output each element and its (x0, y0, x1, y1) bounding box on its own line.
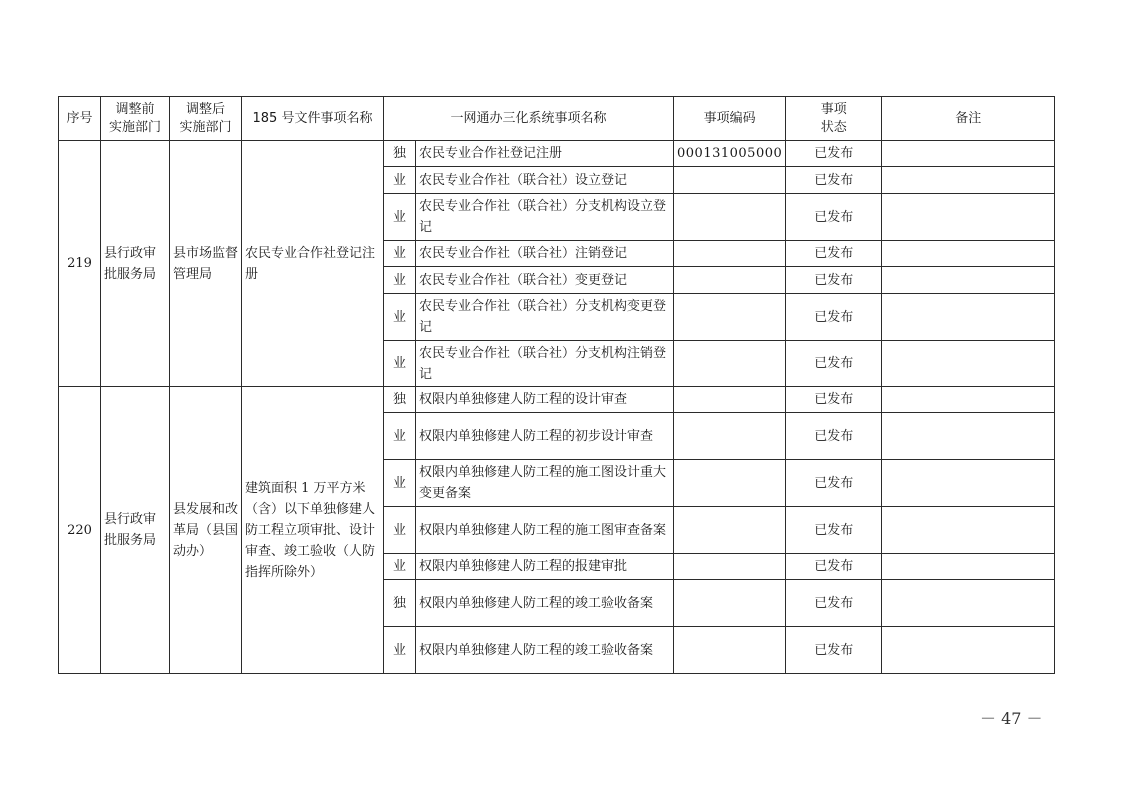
status-cell: 已发布 (786, 413, 882, 460)
type-cell: 业 (384, 194, 416, 241)
seq-cell: 220 (59, 387, 101, 674)
status-cell: 已发布 (786, 167, 882, 194)
remark-cell (882, 413, 1055, 460)
type-cell: 业 (384, 267, 416, 294)
system-name-cell: 农民专业合作社登记注册 (416, 141, 674, 167)
table-row (59, 141, 1055, 167)
before-dept-cell: 县行政审批服务局 (101, 141, 170, 387)
code-cell (674, 554, 786, 580)
code-cell (674, 507, 786, 554)
remark-cell (882, 194, 1055, 241)
system-name-cell: 农民专业合作社（联合社）分支机构变更登记 (416, 294, 674, 341)
code-cell (674, 460, 786, 507)
code-cell (674, 294, 786, 341)
type-cell: 业 (384, 460, 416, 507)
status-cell: 已发布 (786, 141, 882, 167)
system-name-cell: 农民专业合作社（联合社）变更登记 (416, 267, 674, 294)
status-cell: 已发布 (786, 460, 882, 507)
type-cell: 业 (384, 241, 416, 267)
matters-table (58, 96, 1055, 674)
after-dept-cell: 县市场监督管理局 (170, 141, 242, 387)
after-dept-cell: 县发展和改革局（县国动办） (170, 387, 242, 674)
header-before-dept: 调整前 实施部门 (101, 97, 170, 141)
doc185-name-cell: 建筑面积 1 万平方米（含）以下单独修建人防工程立项审批、设计审查、竣工验收（人防指挥所除外） (242, 387, 384, 674)
remark-cell (882, 141, 1055, 167)
status-cell: 已发布 (786, 507, 882, 554)
header-status: 事项 状态 (786, 97, 882, 141)
status-cell: 已发布 (786, 580, 882, 627)
code-cell (674, 413, 786, 460)
system-name-cell: 农民专业合作社（联合社）分支机构设立登记 (416, 194, 674, 241)
type-cell: 独 (384, 387, 416, 413)
type-cell: 业 (384, 341, 416, 387)
header-code: 事项编码 (674, 97, 786, 141)
status-cell: 已发布 (786, 627, 882, 674)
table-row (59, 387, 1055, 413)
remark-cell (882, 294, 1055, 341)
system-name-cell: 农民专业合作社（联合社）设立登记 (416, 167, 674, 194)
header-after-dept: 调整后 实施部门 (170, 97, 242, 141)
system-name-cell: 权限内单独修建人防工程的竣工验收备案 (416, 627, 674, 674)
before-dept-cell: 县行政审批服务局 (101, 387, 170, 674)
seq-cell: 219 (59, 141, 101, 387)
code-cell (674, 341, 786, 387)
header-remark: 备注 (882, 97, 1055, 141)
system-name-cell: 农民专业合作社（联合社）分支机构注销登记 (416, 341, 674, 387)
system-name-cell: 权限内单独修建人防工程的施工图审查备案 (416, 507, 674, 554)
remark-cell (882, 554, 1055, 580)
type-cell: 业 (384, 627, 416, 674)
system-name-cell: 权限内单独修建人防工程的报建审批 (416, 554, 674, 580)
code-cell (674, 267, 786, 294)
type-cell: 业 (384, 413, 416, 460)
remark-cell (882, 507, 1055, 554)
system-name-cell: 权限内单独修建人防工程的设计审查 (416, 387, 674, 413)
remark-cell (882, 167, 1055, 194)
status-cell: 已发布 (786, 554, 882, 580)
system-name-cell: 权限内单独修建人防工程的竣工验收备案 (416, 580, 674, 627)
code-cell (674, 194, 786, 241)
type-cell: 业 (384, 167, 416, 194)
remark-cell (882, 387, 1055, 413)
doc185-name-cell: 农民专业合作社登记注册 (242, 141, 384, 387)
remark-cell (882, 580, 1055, 627)
header-seq: 序号 (59, 97, 101, 141)
type-cell: 业 (384, 554, 416, 580)
header-system-name: 一网通办三化系统事项名称 (384, 97, 674, 141)
status-cell: 已发布 (786, 194, 882, 241)
code-cell (674, 627, 786, 674)
status-cell: 已发布 (786, 294, 882, 341)
code-cell (674, 580, 786, 627)
system-name-cell: 权限内单独修建人防工程的施工图设计重大变更备案 (416, 460, 674, 507)
system-name-cell: 权限内单独修建人防工程的初步设计审查 (416, 413, 674, 460)
remark-cell (882, 627, 1055, 674)
type-cell: 独 (384, 141, 416, 167)
code-cell (674, 241, 786, 267)
status-cell: 已发布 (786, 387, 882, 413)
remark-cell (882, 341, 1055, 387)
code-cell (674, 167, 786, 194)
remark-cell (882, 267, 1055, 294)
type-cell: 独 (384, 580, 416, 627)
code-cell (674, 387, 786, 413)
status-cell: 已发布 (786, 267, 882, 294)
remark-cell (882, 241, 1055, 267)
page-number: － 47 － (980, 709, 1043, 728)
type-cell: 业 (384, 294, 416, 341)
remark-cell (882, 460, 1055, 507)
header-row (59, 97, 1055, 141)
type-cell: 业 (384, 507, 416, 554)
status-cell: 已发布 (786, 241, 882, 267)
header-doc185-name: 185 号文件事项名称 (242, 97, 384, 141)
code-cell: 000131005000 (674, 141, 786, 167)
system-name-cell: 农民专业合作社（联合社）注销登记 (416, 241, 674, 267)
status-cell: 已发布 (786, 341, 882, 387)
